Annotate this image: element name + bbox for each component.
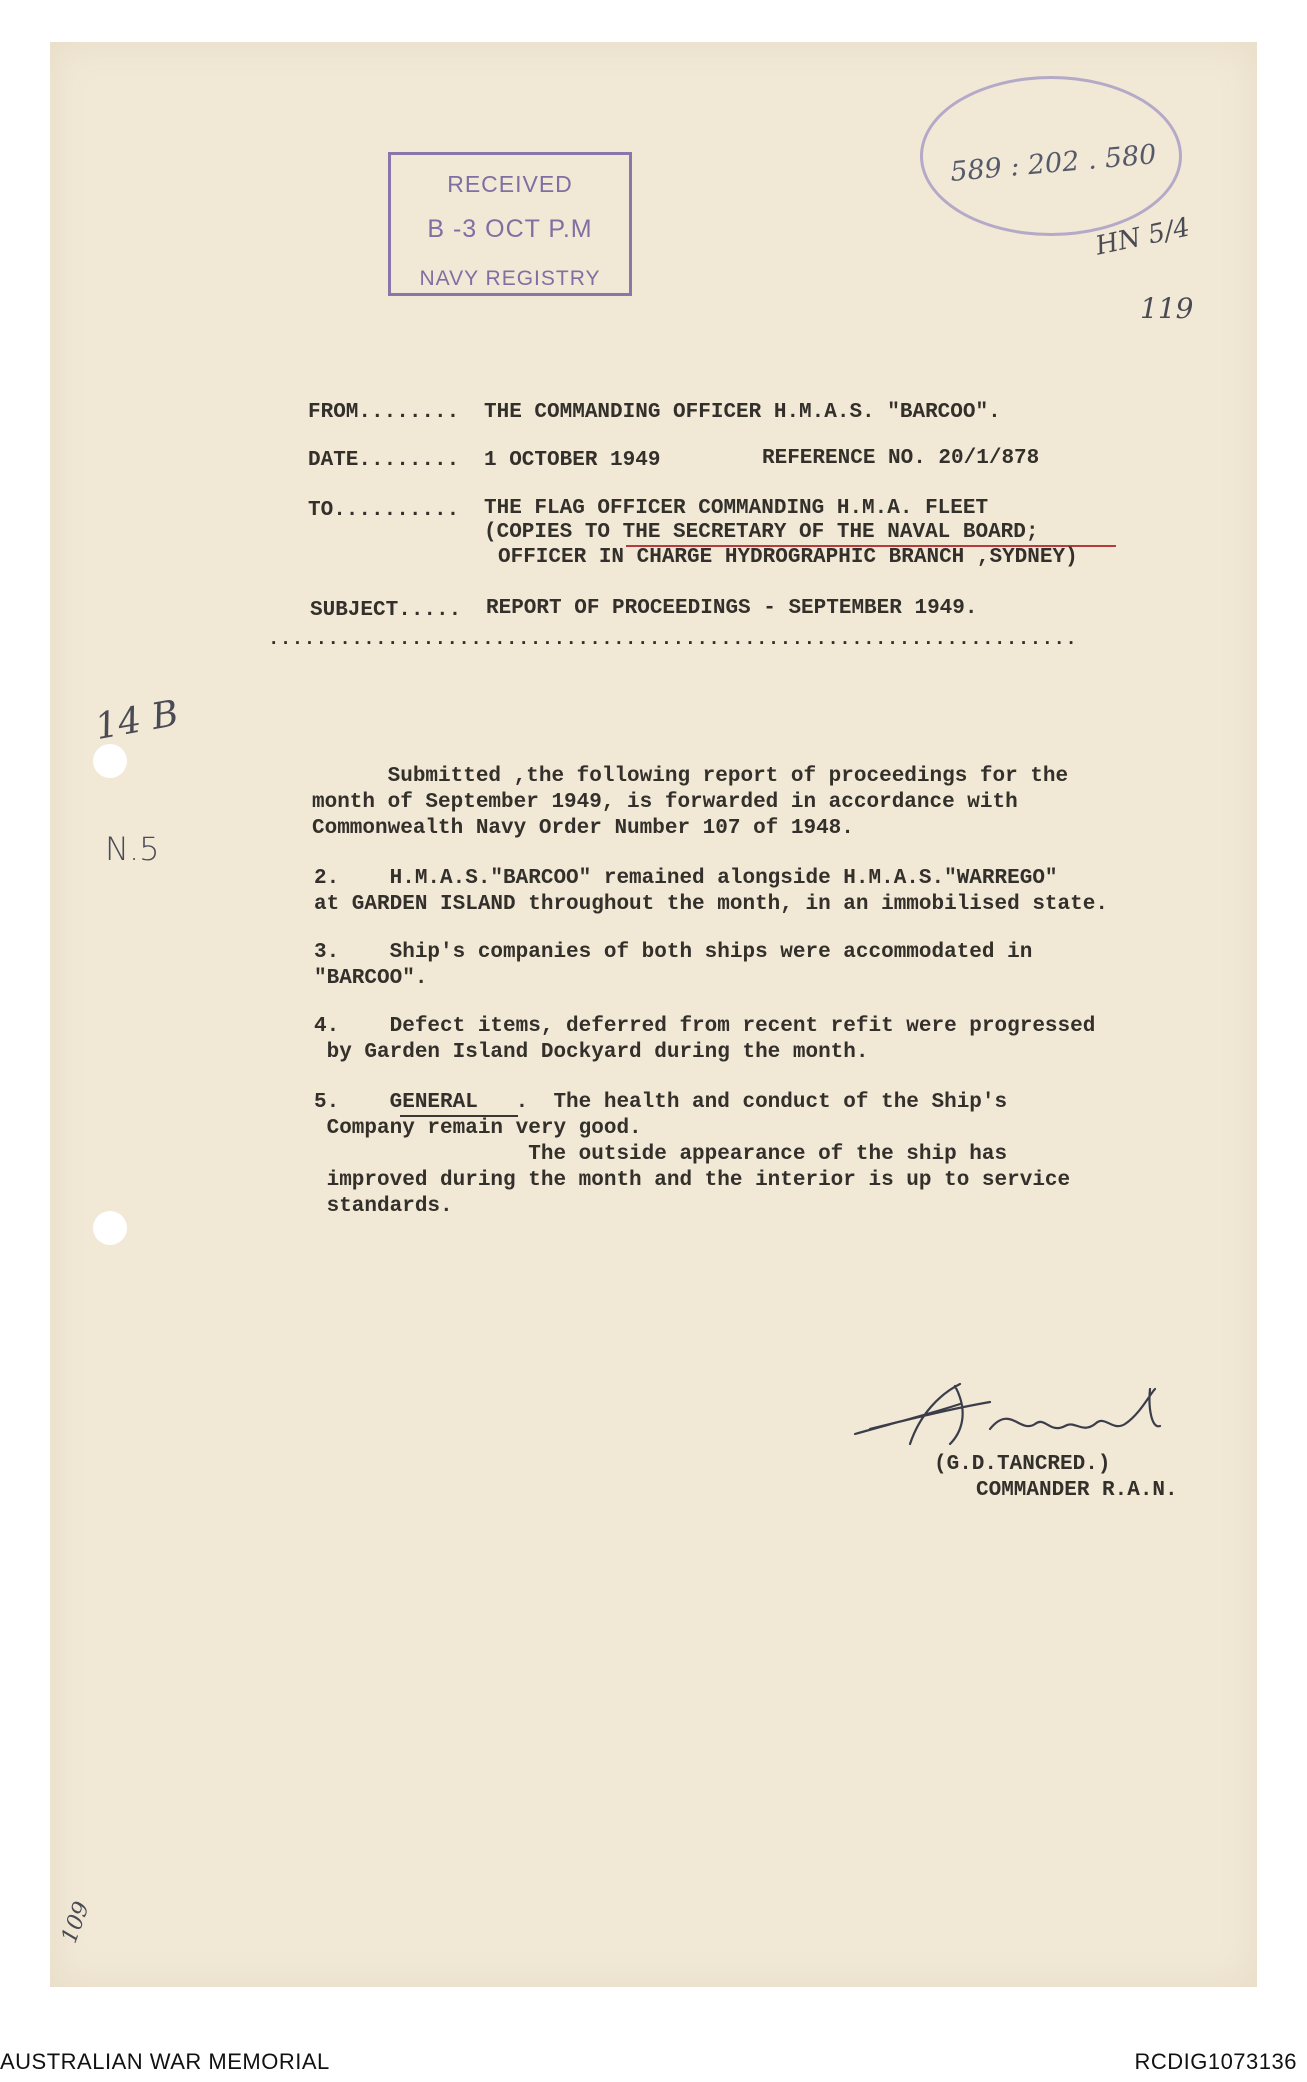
signatory-name: (G.D.TANCRED.) (934, 1453, 1111, 1476)
to-line-2: (COPIES TO THE SECRETARY OF THE NAVAL BOARD; (484, 521, 1039, 544)
handwritten-left-ref: 14 B (92, 693, 182, 748)
handwritten-signature (850, 1374, 1180, 1454)
received-stamp (388, 152, 632, 296)
paragraph-2-line-1: 2. H.M.A.S."BARCOO" remained alongside H.M.A.S."WARREGO" (314, 867, 1058, 890)
intro-line-2: month of September 1949, is forwarded in accordance with (312, 791, 1018, 814)
handwritten-ref-number: 119 (1140, 292, 1194, 325)
paragraph-2-line-2: at GARDEN ISLAND throughout the month, in an immobilised state. (314, 893, 1108, 916)
subject-value: REPORT OF PROCEEDINGS - SEPTEMBER 1949. (486, 597, 978, 620)
paragraph-5-line-4: improved during the month and the interior is up to service (314, 1169, 1071, 1192)
paragraph-3-line-2: "BARCOO". (314, 967, 428, 990)
stamp-received-text: RECEIVED (447, 171, 573, 197)
paragraph-4-line-2: by Garden Island Dockyard during the month. (314, 1041, 869, 1064)
date-value: 1 OCTOBER 1949 (484, 449, 661, 472)
footer-record-id: RCDIG1073136 (1134, 2049, 1297, 2074)
dotted-separator: .................................................................... (268, 628, 1078, 650)
paragraph-5-line-1: 5. GENERAL . The health and conduct of the Ship's (314, 1091, 1008, 1114)
handwritten-ref-top: HN 5/4 (1092, 212, 1193, 262)
punch-hole (93, 1211, 127, 1245)
punch-hole (93, 744, 127, 778)
to-line-3: OFFICER IN CHARGE HYDROGRAPHIC BRANCH ,SYDNEY) (498, 546, 1078, 569)
from-label: FROM........ (308, 401, 460, 424)
reference-number: REFERENCE NO. 20/1/878 (762, 447, 1040, 470)
intro-line-3: Commonwealth Navy Order Number 107 of 1948. (312, 817, 854, 840)
handwritten-file-number: 589 : 202 . 580 (949, 139, 1158, 188)
date-label: DATE........ (308, 449, 460, 472)
signatory-rank: COMMANDER R.A.N. (976, 1479, 1178, 1502)
paragraph-3-line-1: 3. Ship's companies of both ships were accommodated in (314, 941, 1033, 964)
subject-label: SUBJECT..... (310, 599, 462, 622)
handwritten-n5: N.5 (105, 830, 160, 868)
stamp-registry-text: NAVY REGISTRY (419, 267, 601, 290)
stamp-date-text: B -3 OCT P.M (427, 215, 593, 243)
paragraph-5-line-2: Company remain very good. (314, 1117, 642, 1140)
footer-institution: AUSTRALIAN WAR MEMORIAL (0, 2049, 330, 2074)
from-value: THE COMMANDING OFFICER H.M.A.S. "BARCOO". (484, 401, 1001, 424)
intro-line-1: Submitted ,the following report of proceedings for the (312, 765, 1069, 788)
paragraph-4-line-1: 4. Defect items, deferred from recent refit were progressed (314, 1015, 1096, 1038)
to-line-1: THE FLAG OFFICER COMMANDING H.M.A. FLEET (484, 497, 989, 520)
paragraph-5-line-5: standards. (314, 1195, 453, 1218)
handwritten-bottom-mark: 109 (57, 1898, 95, 1947)
paragraph-5-line-3: The outside appearance of the ship has (314, 1143, 1008, 1166)
to-label: TO.......... (308, 499, 460, 522)
